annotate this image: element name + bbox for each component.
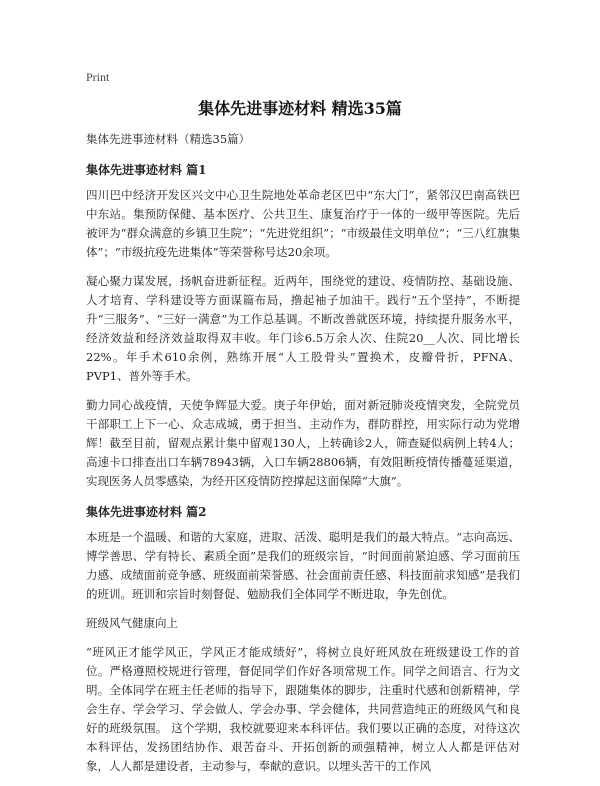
document-body xyxy=(86,130,520,786)
section-2-paragraph-2: “班风正才能学风正，学风正才能成绩好”，将树立良好班风放在班级建设工作的首位。严格遵照校规进行管理，督促同学们作好各项常规工作。同学之间语言、行为文明。全体同学在班主任老师的指导下，跟随集体的脚步，注重时代感和创新精神，学会生存、学会学习、学会做人、学会办事、学会健体，共同营造纯正的班级风气和良好的班级氛围。 这个学期，我校就要迎来本科评估。我们要以正确的态度，对待这次本科评估，发扬团结协作、艰苦奋斗、开拓创新的顽强精神，树立人人都是评估对象，人人都是建设者，主动参与，奉献的意识。以埋头苦干的工作风 xyxy=(86,645,520,773)
print-label: Print xyxy=(86,70,110,84)
section-heading-1: 集体先进事迹材料 篇1 xyxy=(86,163,207,177)
section-1-paragraph-3: 勤力同心战疫情，天使争辉显大爱。庚子年伊始，面对新冠肺炎疫情突发，全院党员干部职工上下一心、众志成城，勇于担当、主动作为，群防群控，用实际行动为党增辉！截至目前，留观点累计集中留观130人，上转确诊2人，筛查疑似病例上转4人；高速卡口排查出口车辆78943辆，入口车辆28806辆，有效阻断疫情传播蔓延渠道，实现医务人员零感染，为经开区疫情防控撑起这面保障“大旗”。 xyxy=(86,398,520,488)
section-1-paragraph-2: 凝心聚力谋发展，扬帆奋进新征程。近两年，围绕党的建设、疫情防控、基础设施、人才培育、学科建设等方面谋篇布局，撸起袖子加油干。践行“五个坚持”，不断提升“三服务”、“三好一满意”为工作总基调。不断改善就医环境，持续提升服务水平，经济效益和经济效益取得双丰收。年门诊6.5万余人次、住院20__人次、同比增长22%。年手术610余例，熟练开展“人工股骨头”置换术，皮瓣骨折，PFNA、PVP1、普外等手术。 xyxy=(86,274,520,383)
section-2-paragraph-1: 本班是一个温暖、和谐的大家庭，进取、活泼、聪明是我们的最大特点。“志向高远、博学善思、学有特长、素质全面”是我们的班级宗旨，“时间面前紧迫感、学习面前压力感、成绩面前竞争感、班级面前荣誉感、社会面前责任感、科技面前求知感”是我们的班训。班训和宗旨时刻督促、勉励我们全体同学不断进取，争先创优。 xyxy=(86,530,520,601)
section-heading-2: 集体先进事迹材料 篇2 xyxy=(86,505,207,519)
section-1-paragraph-1: 四川巴中经济开发区兴文中心卫生院地处革命老区巴中“东大门”，紧邻汉巴南高铁巴中东站。集预防保健、基本医疗、公共卫生、康复治疗于一体的一级甲等医院。先后被评为“群众满意的乡镇卫生院”；“先进党组织”；“市级最佳文明单位”；“三八红旗集体”；“市级抗疫先进集体”等荣誉称号达20余项。 xyxy=(86,188,520,259)
page-title: 集体先进事迹材料 精选35篇 xyxy=(198,99,402,118)
document-subtitle: 集体先进事迹材料（精选35篇） xyxy=(86,132,251,146)
section-2-subheading: 班级风气健康向上 xyxy=(86,616,178,630)
